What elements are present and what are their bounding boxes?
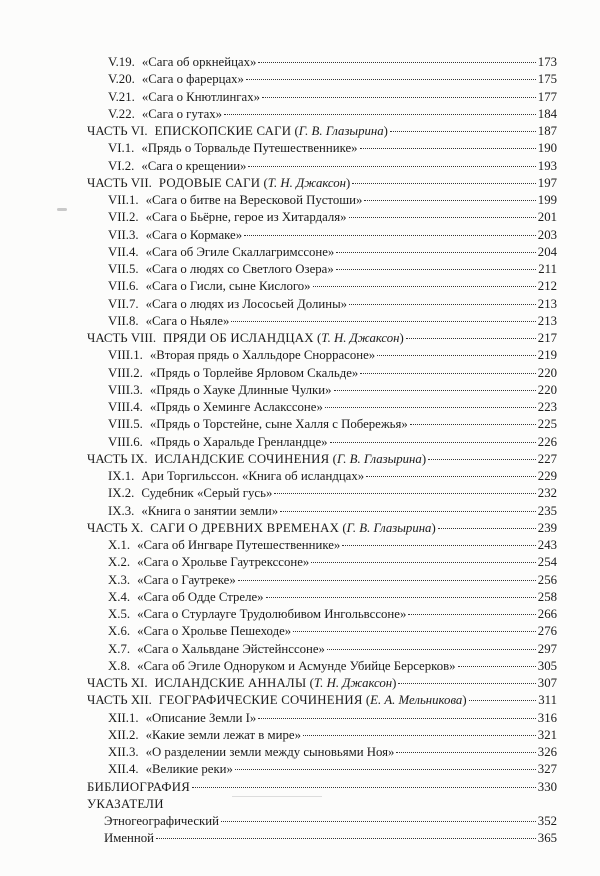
entry-title: «Прядь о Торлейве Ярловом Скальде» xyxy=(149,365,359,380)
entry-number: ЧАСТЬ XII. xyxy=(87,693,152,708)
dot-leader xyxy=(293,631,536,632)
dot-leader xyxy=(258,718,535,719)
entry-number: VIII.4. xyxy=(108,400,143,414)
dot-leader xyxy=(377,355,536,356)
page-number: 177 xyxy=(537,89,557,104)
table-of-contents xyxy=(87,54,557,848)
toc-entry xyxy=(87,727,557,744)
entry-title: «Сага о Бьёрне, герое из Хитардаля» xyxy=(145,210,347,225)
page-number: 227 xyxy=(537,451,557,466)
page-number: 175 xyxy=(537,72,557,87)
dot-leader xyxy=(352,183,536,184)
dot-leader xyxy=(221,821,536,822)
toc-entry xyxy=(87,347,557,364)
entry-number: VII.3. xyxy=(108,227,139,242)
entry-author: Т. Н. Джаксон xyxy=(267,175,346,190)
toc-part-entry xyxy=(87,796,557,813)
entry-author: Е. А. Мельникова xyxy=(370,693,463,708)
toc-entry xyxy=(87,192,557,209)
dot-leader xyxy=(231,321,535,322)
entry-title: Именной xyxy=(104,831,154,846)
toc-entry xyxy=(87,606,557,623)
dot-leader xyxy=(349,217,536,218)
dot-leader xyxy=(156,838,536,839)
page-number: 212 xyxy=(537,279,557,294)
page-number: 211 xyxy=(538,262,557,276)
toc-entry xyxy=(87,813,557,830)
entry-number: X.1. xyxy=(108,538,131,552)
toc-entry xyxy=(87,261,557,278)
entry-number: VI.2. xyxy=(108,158,135,173)
toc-entry xyxy=(87,278,557,295)
dot-leader xyxy=(410,424,536,425)
entry-number: VI.1. xyxy=(108,141,135,156)
entry-title: «Прядь о Харальде Гренландце» xyxy=(149,434,328,449)
toc-entry xyxy=(87,244,557,261)
page-number: 229 xyxy=(537,469,557,483)
entry-title: «Сага об Эгиле Одноруком и Асмунде Убийце Берсерков» xyxy=(137,658,456,673)
dot-leader xyxy=(192,787,536,788)
dot-leader xyxy=(334,390,536,391)
entry-title: «Сага о Гаутреке» xyxy=(137,572,236,587)
page-number: 243 xyxy=(537,538,557,552)
page-number: 305 xyxy=(537,658,557,673)
dot-leader xyxy=(396,752,535,753)
entry-number: XII.3. xyxy=(108,745,139,759)
dot-leader xyxy=(458,666,536,667)
entry-number: IX.3. xyxy=(108,503,135,518)
toc-entry xyxy=(87,485,557,502)
toc-entry xyxy=(87,158,557,175)
dot-leader xyxy=(390,131,536,132)
entry-number: V.19. xyxy=(108,55,135,69)
dot-leader xyxy=(280,511,536,512)
page-number: 352 xyxy=(537,814,557,828)
dot-leader xyxy=(238,580,536,581)
toc-part-entry xyxy=(87,451,557,468)
entry-number: VIII.1. xyxy=(108,348,143,363)
toc-entry xyxy=(87,468,557,485)
entry-title: «Сага о людях из Лососьей Долины» xyxy=(145,296,348,311)
toc-entry xyxy=(87,572,557,589)
entry-number: VII.2. xyxy=(108,210,139,225)
page-number: 235 xyxy=(537,503,557,518)
dot-leader xyxy=(406,338,536,339)
entry-title: БИБЛИОГРАФИЯ xyxy=(87,779,191,794)
page-number: 213 xyxy=(537,313,557,328)
dot-leader xyxy=(327,649,536,650)
toc-entry xyxy=(87,89,557,106)
entry-title: «Прядь о Торстейне, сыне Халля с Побережья» xyxy=(149,417,408,432)
page-number: 326 xyxy=(537,745,557,759)
entry-title: «О разделении земли между сыновьями Ноя» xyxy=(145,745,395,759)
entry-title: «Сага о Стурлауге Трудолюбивом Ингольвссоне» xyxy=(137,607,407,621)
dot-leader xyxy=(330,442,536,443)
entry-title: «Сага о гутах» xyxy=(141,106,223,121)
entry-title: «Сага об Эгиле Скаллагримссоне» xyxy=(145,244,335,259)
entry-number: VIII.2. xyxy=(108,365,143,380)
toc-entry xyxy=(87,313,557,330)
dot-leader xyxy=(336,252,535,253)
dot-leader xyxy=(325,407,536,408)
entry-author: Г. В. Глазырина xyxy=(336,451,422,466)
entry-number: VII.4. xyxy=(108,244,139,259)
entry-title: «Сага о Гисли, сыне Кислого» xyxy=(145,279,311,294)
entry-author: Т. Н. Джаксон xyxy=(313,676,393,690)
entry-number: ЧАСТЬ VI. xyxy=(87,124,148,138)
entry-title: «Великие реки» xyxy=(145,762,233,777)
page-number: 220 xyxy=(537,365,557,380)
toc-entry xyxy=(87,761,557,778)
dot-leader xyxy=(235,769,536,770)
page-number: 190 xyxy=(537,141,557,156)
entry-title: «Описание Земли I» xyxy=(145,710,257,725)
entry-number: V.21. xyxy=(108,89,135,104)
entry-title: РОДОВЫЕ САГИ (Т. Н. Джаксон) xyxy=(158,175,351,190)
entry-number: XII.4. xyxy=(108,762,139,777)
dot-leader xyxy=(274,493,535,494)
page-number: 173 xyxy=(537,55,557,69)
dot-leader xyxy=(408,614,535,615)
entry-number: X.7. xyxy=(108,641,131,656)
entry-title: ЕПИСКОПСКИЕ САГИ (Г. В. Глазырина) xyxy=(154,124,388,138)
entry-number: X.8. xyxy=(108,658,131,673)
entry-number: VIII.6. xyxy=(108,434,143,449)
entry-number: ЧАСТЬ VII. xyxy=(87,175,152,190)
entry-title: «Прядь о Хеминге Аслакссоне» xyxy=(149,400,323,414)
toc-part-entry xyxy=(87,520,557,537)
dot-leader xyxy=(428,459,536,460)
entry-title: «Прядь о Торвальде Путешественнике» xyxy=(141,141,358,156)
toc-entry xyxy=(87,744,557,761)
toc-entry xyxy=(87,296,557,313)
entry-title: «Вторая прядь о Халльдоре Сноррасоне» xyxy=(149,348,376,363)
dot-leader xyxy=(364,200,535,201)
entry-title: «Сага о Хальвдане Эйстейнссоне» xyxy=(137,641,325,656)
toc-entry xyxy=(87,710,557,727)
page-number: 321 xyxy=(537,727,557,742)
page-number: 187 xyxy=(537,124,557,138)
entry-title: ГЕОГРАФИЧЕСКИЕ СОЧИНЕНИЯ (Е. А. Мельникова) xyxy=(158,693,467,708)
entry-title: САГИ О ДРЕВНИХ ВРЕМЕНАХ (Г. В. Глазырина) xyxy=(150,520,436,535)
entry-number: ЧАСТЬ VIII. xyxy=(87,331,157,345)
dot-leader xyxy=(313,286,536,287)
page-smudge xyxy=(57,208,67,211)
page-number: 330 xyxy=(537,779,557,794)
entry-title: «Книга о занятии земли» xyxy=(141,503,279,518)
toc-entry xyxy=(87,71,557,88)
toc-part-entry xyxy=(87,123,557,140)
dot-leader xyxy=(349,304,536,305)
page-number: 199 xyxy=(537,193,557,207)
entry-number: X.4. xyxy=(108,589,131,604)
entry-title: «Какие земли лежат в мире» xyxy=(145,727,301,742)
entry-number: VII.1. xyxy=(108,193,139,207)
dot-leader xyxy=(262,97,536,98)
entry-number: ЧАСТЬ XI. xyxy=(87,676,148,690)
toc-entry xyxy=(87,140,557,157)
toc-entry xyxy=(87,106,557,123)
entry-number: X.5. xyxy=(108,607,131,621)
page-number: 239 xyxy=(537,520,557,535)
entry-title: ИСЛАНДСКИЕ АННАЛЫ (Т. Н. Джаксон) xyxy=(154,676,397,690)
page-number: 226 xyxy=(537,434,557,449)
entry-title: «Сага о Ньяле» xyxy=(145,313,230,328)
entry-title: «Сага о крещении» xyxy=(141,158,247,173)
entry-title: «Сага о людях со Светлого Озера» xyxy=(145,262,334,276)
entry-number: VIII.5. xyxy=(108,417,143,432)
toc-part-entry xyxy=(87,779,557,796)
entry-title: Судебник «Серый гусь» xyxy=(141,486,273,501)
page-number: 220 xyxy=(537,382,557,397)
entry-number: IX.2. xyxy=(108,486,135,501)
toc-entry xyxy=(87,658,557,675)
dot-leader xyxy=(342,545,535,546)
page-number: 204 xyxy=(537,244,557,259)
page-number: 266 xyxy=(537,607,557,621)
toc-entry xyxy=(87,399,557,416)
entry-title: УКАЗАТЕЛИ xyxy=(87,796,164,811)
entry-title: «Сага об оркнейцах» xyxy=(141,55,257,69)
page-number: 311 xyxy=(538,693,557,708)
dot-leader xyxy=(258,62,535,63)
entry-title: Ари Торгильссон. «Книга об исландцах» xyxy=(141,469,365,483)
dot-leader xyxy=(246,79,536,80)
entry-number: XII.1. xyxy=(108,710,139,725)
entry-number: VII.7. xyxy=(108,296,139,311)
page-number: 184 xyxy=(537,106,557,121)
page-number: 258 xyxy=(537,589,557,604)
entry-number: V.22. xyxy=(108,106,135,121)
toc-entry xyxy=(87,554,557,571)
entry-title: «Сага об Одде Стреле» xyxy=(137,589,264,604)
entry-author: Г. В. Глазырина xyxy=(298,124,384,138)
toc-entry xyxy=(87,54,557,71)
toc-entry xyxy=(87,830,557,847)
page-number: 213 xyxy=(537,296,557,311)
entry-number: V.20. xyxy=(108,72,135,87)
dot-leader xyxy=(469,700,537,701)
toc-entry xyxy=(87,641,557,658)
toc-part-entry xyxy=(87,330,557,347)
toc-entry xyxy=(87,382,557,399)
toc-entry xyxy=(87,623,557,640)
dot-leader xyxy=(311,562,536,563)
toc-part-entry xyxy=(87,692,557,709)
page-number: 197 xyxy=(537,175,557,190)
page-number: 203 xyxy=(537,227,557,242)
page-number: 327 xyxy=(537,762,557,777)
entry-number: X.3. xyxy=(108,572,131,587)
page-number: 365 xyxy=(537,831,557,846)
toc-entry xyxy=(87,537,557,554)
entry-title: «Сага о Кнютлингах» xyxy=(141,89,261,104)
entry-number: VII.5. xyxy=(108,262,139,276)
page-number: 276 xyxy=(537,624,557,639)
page-number: 219 xyxy=(537,348,557,363)
entry-title: Этногеографический xyxy=(104,814,219,828)
entry-title: ИСЛАНДСКИЕ СОЧИНЕНИЯ (Г. В. Глазырина) xyxy=(154,451,427,466)
entry-number: ЧАСТЬ IX. xyxy=(87,451,148,466)
toc-entry xyxy=(87,434,557,451)
bottom-rule xyxy=(232,796,322,797)
entry-number: X.6. xyxy=(108,624,131,639)
dot-leader xyxy=(360,148,536,149)
entry-title: «Сага о фарерцах» xyxy=(141,72,244,87)
dot-leader xyxy=(266,597,536,598)
toc-entry xyxy=(87,589,557,606)
page-number: 297 xyxy=(537,641,557,656)
entry-number: VII.6. xyxy=(108,279,139,294)
dot-leader xyxy=(366,476,536,477)
entry-title: «Сага о Хрольве Гаутрекссоне» xyxy=(137,555,310,570)
entry-title: «Сага о битве на Вересковой Пустоши» xyxy=(145,193,363,207)
toc-entry xyxy=(87,209,557,226)
entry-number: VII.8. xyxy=(108,313,139,328)
entry-title: «Сага о Хрольве Пешеходе» xyxy=(137,624,292,639)
entry-title: «Сага об Ингваре Путешественнике» xyxy=(137,538,341,552)
dot-leader xyxy=(224,114,536,115)
page-number: 217 xyxy=(537,331,557,345)
page-number: 201 xyxy=(537,210,557,225)
entry-number: X.2. xyxy=(108,555,131,570)
dot-leader xyxy=(244,235,536,236)
toc-part-entry xyxy=(87,675,557,692)
dot-leader xyxy=(360,373,536,374)
dot-leader xyxy=(438,528,536,529)
entry-title: ПРЯДИ ОБ ИСЛАНДЦАХ (Т. Н. Джаксон) xyxy=(163,331,404,345)
page-number: 254 xyxy=(537,555,557,570)
toc-entry xyxy=(87,416,557,433)
entry-author: Т. Н. Джаксон xyxy=(321,331,400,345)
entry-number: ЧАСТЬ X. xyxy=(87,520,144,535)
entry-title: «Прядь о Хауке Длинные Чулки» xyxy=(149,382,332,397)
page-number: 225 xyxy=(537,417,557,432)
dot-leader xyxy=(336,269,537,270)
page-number: 232 xyxy=(537,486,557,501)
toc-entry xyxy=(87,365,557,382)
page-number: 223 xyxy=(537,400,557,414)
dot-leader xyxy=(398,683,535,684)
toc-entry xyxy=(87,503,557,520)
dot-leader xyxy=(248,166,535,167)
page-number: 316 xyxy=(537,710,557,725)
entry-number: XII.2. xyxy=(108,727,139,742)
dot-leader xyxy=(303,735,536,736)
page-number: 307 xyxy=(537,676,557,690)
page-number: 193 xyxy=(537,158,557,173)
entry-number: VIII.3. xyxy=(108,382,143,397)
entry-number: IX.1. xyxy=(108,469,135,483)
toc-entry xyxy=(87,227,557,244)
toc-part-entry xyxy=(87,175,557,192)
entry-title: «Сага о Кормаке» xyxy=(145,227,243,242)
page-number: 256 xyxy=(537,572,557,587)
entry-author: Г. В. Глазырина xyxy=(346,520,432,535)
